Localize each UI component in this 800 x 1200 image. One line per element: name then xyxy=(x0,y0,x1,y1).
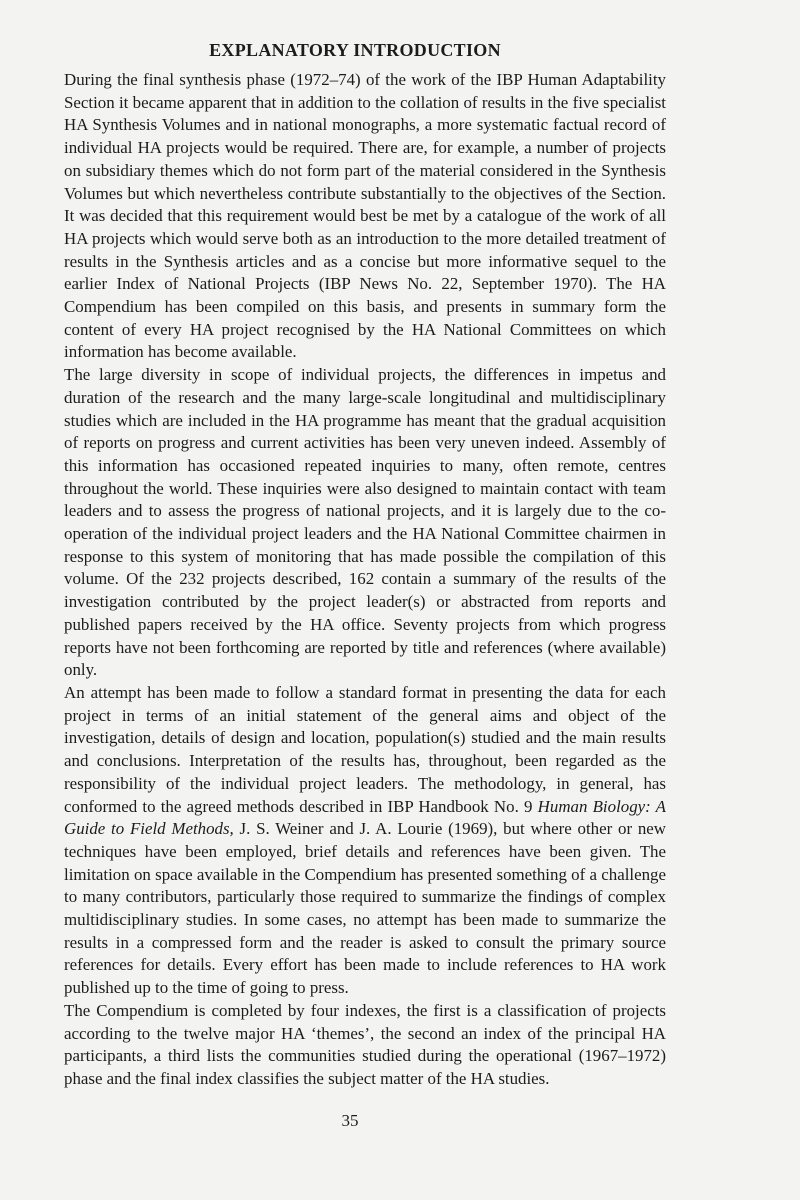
paragraph-3-text-after: J. S. Weiner and J. A. Lourie (1969), but where other or new techniques have been employed, brief details and references have been given. The limitation on space available in the Compendium has presented something of a challenge to many contributors, particularly those required to summarize the findings of complex multidisciplinary studies. In some cases, no attempt has been made to summarize the results in a compressed form and the reader is asked to consult the primary source references for details. Every effort has been made to include references to HA work published up to the time of going to press. xyxy=(64,819,666,998)
page-number: 35 xyxy=(341,1111,359,1130)
handbook-title: Human Biology: A Guide to Field Methods, xyxy=(64,796,666,839)
paragraph-2-text: The large diversity in scope of individual projects, the differences in impetus and duration of the research and the many large-scale longitudinal and multidisciplinary studies which are included in the HA programme has meant that the gradual acquisition of reports on progress and current activities has been very uneven indeed. Assembly of this information has occasioned repeated inquiries to many, often remote, centres throughout the world. These inquiries were also designed to maintain contact with team leaders and to assess the progress of national projects, and it is largely due to the co-operation of the individual project leaders and the HA National Committee chairmen in response to this system of monitoring that has made possible the compilation of this volume. Of the 232 projects described, 162 contain a summary of the results of the investigation contributed by the project leader(s) or abstracted from reports and published papers received by the HA office. Seventy projects from which progress reports have not been forthcoming are reported by title and references (where available) only. xyxy=(64,365,666,680)
page-title: EXPLANATORY INTRODUCTION xyxy=(209,40,501,60)
paragraph-2 xyxy=(64,364,666,682)
paragraph-3-text-before: An attempt has been made to follow a standard format in presenting the data for each project in terms of an initial statement of the general aims and object of the investigation, details of design and location, population(s) studied and the main results and conclusions. Interpretation of the results has, throughout, been regarded as the responsibility of the individual project leaders. The methodology, in general, has conformed to the agreed methods described in IBP Handbook No. 9 xyxy=(64,682,666,816)
paragraph-1-text: During the final synthesis phase (1972–74) of the work of the IBP Human Adaptability Section it became apparent that in addition to the collation of results in the five specialist HA Synthesis Volumes and in national monographs, a more systematic factual record of individual HA projects would be required. There are, for example, a number of projects on subsidiary themes which do not form part of the material considered in the Synthesis Volumes but which nevertheless contribute substantially to the objectives of the Section. It was decided that this requirement would best be met by a catalogue of the work of all HA projects which would serve both as an introduction to the more detailed treatment of results in the Synthesis articles and as a concise but more informative sequel to the earlier Index of National Projects (IBP News No. 22, September 1970). The HA Compendium has been compiled on this basis, and presents in summary form the content of every HA project recognised by the HA National Committees on which information has become available. xyxy=(64,70,666,362)
paragraph-4 xyxy=(64,1000,666,1091)
paragraph-1 xyxy=(64,69,666,364)
paragraph-3 xyxy=(64,682,666,1000)
paragraph-4-text: The Compendium is completed by four indexes, the first is a classification of projects according to the twelve major HA ‘themes’, the second an index of the principal HA participants, a third lists the communities studied during the operational (1967–1972) phase and the final index classifies the subject matter of the HA studies. xyxy=(64,1000,666,1088)
